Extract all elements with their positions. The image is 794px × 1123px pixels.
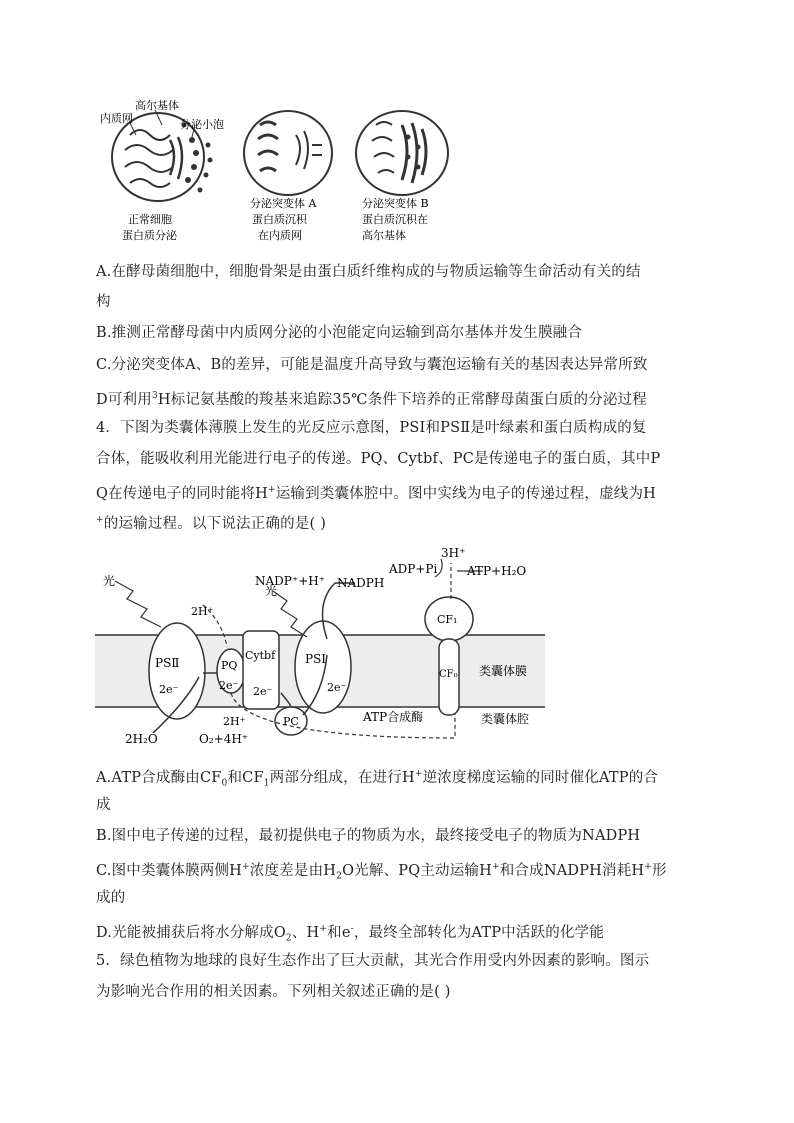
cf0-label: CF₀: [439, 669, 458, 680]
psii-complex: [149, 623, 205, 719]
psi-label: PSⅠ: [305, 652, 327, 666]
normal-caption-1: 正常细胞: [128, 213, 172, 226]
mutant-a-caption-2: 蛋白质沉积: [252, 213, 307, 226]
oxygen-label: O₂+4H⁺: [199, 732, 249, 746]
h3-label: 3H⁺: [441, 546, 466, 560]
light-label-1: 光: [103, 574, 116, 588]
secretion-mutant-figure: [100, 95, 460, 250]
pq-electron-label: 2e⁻: [219, 679, 239, 692]
cf1-label: CF₁: [437, 613, 458, 626]
q3-option-c: C.分泌突变体A、B的差异，可能是温度升高导致与囊泡运输有关的基因表达异常所致: [96, 357, 648, 373]
q3-option-b: B.推测正常酵母菌中内质网分泌的小泡能定向运输到高尔基体并发生膜融合: [96, 325, 583, 341]
nadph-label: NADPH: [337, 576, 385, 590]
q5-stem-line2: 为影响光合作用的相关因素。下列相关叙述正确的是( ): [96, 984, 451, 1000]
h2-top-label: 2H⁺: [191, 605, 214, 618]
pc-label: PC: [283, 715, 299, 728]
q4-option-b: B.图中电子传递的过程，最初提供电子的物质为水，最终接受电子的物质为NADPH: [96, 828, 641, 844]
mutant-b-caption-1: 分泌突变体 B: [362, 197, 429, 210]
mutant-a-diagram: [244, 111, 332, 242]
mutant-b-diagram: [356, 111, 448, 242]
lumen-label: 类囊体腔: [481, 712, 530, 726]
cytbf-electron-label: 2e⁻: [253, 685, 273, 698]
water-label: 2H₂O: [125, 732, 158, 746]
atp-label: ATP+H₂O: [467, 564, 527, 578]
q4-stem-line4: +的运输过程。以下说法正确的是( ): [96, 515, 327, 532]
nadp-label: NADP⁺+H⁺: [255, 574, 326, 588]
vesicle-label: 分泌小泡: [180, 118, 224, 131]
q3-option-a-line1: A.在酵母菌细胞中，细胞骨架是由蛋白质纤维构成的与物质运输等生命活动有关的结: [96, 264, 641, 280]
q4-option-c-line2: 成的: [96, 890, 126, 906]
light-label-2: 光: [265, 584, 278, 598]
q4-option-c-line1: C.图中类囊体膜两侧H+浓度差是由$H_2O$光解、PQ主动运输H+和合成NADPH消耗H+形: [96, 862, 667, 882]
psii-label: PSⅡ: [155, 656, 180, 670]
normal-caption-2: 蛋白质分泌: [122, 229, 177, 242]
q4-option-a-line2: 成: [96, 797, 111, 813]
adp-label: ADP+Pi: [389, 562, 438, 576]
q5-stem-line1: 5．绿色植物为地球的良好生态作出了巨大贡献，其光合作用受内外因素的影响。图示: [96, 953, 650, 969]
q4-stem-line2: 合体，能吸收利用光能进行电子的传递。PQ、Cytbf、PC是传递电子的蛋白质，其中P: [96, 451, 661, 467]
mutant-b-caption-3: 高尔基体: [362, 229, 406, 242]
mutant-a-caption-1: 分泌突变体 A: [250, 197, 317, 210]
mutant-b-caption-2: 蛋白质沉积在: [362, 213, 428, 226]
mutant-a-caption-3: 在内质网: [258, 229, 302, 242]
q4-stem-line3: Q在传递电子的同时能将H+运输到类囊体腔中。图中实线为电子的传递过程，虚线为H: [96, 485, 657, 502]
pq-label: PQ: [221, 659, 238, 672]
light-reaction-figure: [95, 543, 555, 753]
membrane-label: 类囊体膜: [479, 664, 528, 678]
normal-cell-diagram: [100, 98, 224, 242]
q3-option-a-line2: 构: [96, 294, 111, 310]
psii-electron-label: 2e⁻: [159, 683, 179, 696]
h2-bottom-label: 2H⁺: [223, 715, 246, 728]
er-label: 内质网: [100, 112, 133, 125]
cytbf-label: Cytbf: [245, 649, 276, 662]
golgi-label: 高尔基体: [135, 99, 179, 112]
q4-option-d: D.光能被捕获后将水分解成$O_2$、H+和e-，最终全部转化为ATP中活跃的化学能: [96, 924, 605, 944]
q3-option-d: D可利用$^3$H标记氨基酸的羧基来追踪35℃条件下培养的正常酵母菌蛋白质的分泌过程: [96, 391, 647, 408]
q4-option-a-line1: A.ATP合成酶由$CF_0$和$CF_1$两部分组成，在进行H+逆浓度梯度运输的同时催化ATP的合: [96, 769, 659, 789]
q4-stem-line1: 4．下图为类囊体薄膜上发生的光反应示意图，PSI和PSⅡ是叶绿素和蛋白质构成的复: [96, 420, 647, 436]
atp-synthase-label: ATP合成酶: [363, 710, 424, 724]
psi-electron-label: 2e⁻: [327, 681, 347, 694]
